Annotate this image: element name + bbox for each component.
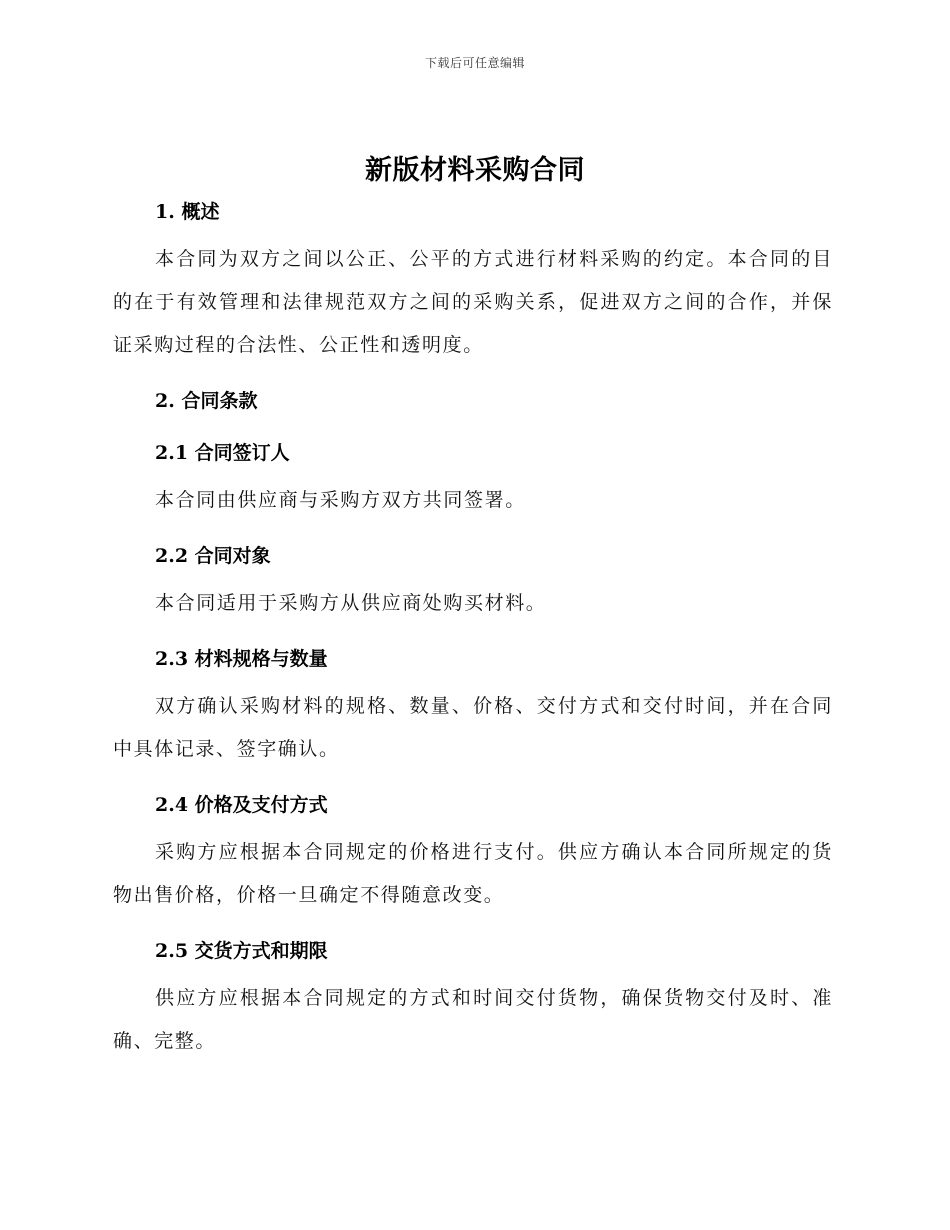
document-body xyxy=(113,194,833,1063)
section-heading: 1. 概述 xyxy=(155,201,220,223)
section-heading: 2. 合同条款 xyxy=(155,390,258,412)
document-title: 新版材料采购合同 xyxy=(365,155,585,186)
section-paragraph: 采购方应根据本合同规定的价格进行支付。供应方确认本合同所规定的货物出售价格，价格一旦确定不得随意改变。 xyxy=(113,841,833,906)
section-paragraph: 本合同适用于采购方从供应商处购买材料。 xyxy=(155,592,547,614)
section-paragraph: 本合同为双方之间以公正、公平的方式进行材料采购的约定。本合同的目的在于有效管理和法律规范双方之间的采购关系，促进双方之间的合作，并保证采购过程的合法性、公正性和透明度。 xyxy=(113,248,833,356)
section-heading: 2.2 合同对象 xyxy=(155,545,271,567)
section-heading: 2.4 价格及支付方式 xyxy=(155,794,328,816)
section-heading: 2.1 合同签订人 xyxy=(155,442,290,464)
section-paragraph: 双方确认采购材料的规格、数量、价格、交付方式和交付时间，并在合同中具体记录、签字确认。 xyxy=(113,695,833,760)
header-note: 下载后可任意编辑 xyxy=(424,56,525,70)
section-heading: 2.5 交货方式和期限 xyxy=(155,940,328,962)
section-paragraph: 本合同由供应商与采购方双方共同签署。 xyxy=(155,489,526,511)
section-paragraph: 供应方应根据本合同规定的方式和时间交付货物，确保货物交付及时、准确、完整。 xyxy=(113,987,833,1052)
section-heading: 2.3 材料规格与数量 xyxy=(155,648,328,670)
